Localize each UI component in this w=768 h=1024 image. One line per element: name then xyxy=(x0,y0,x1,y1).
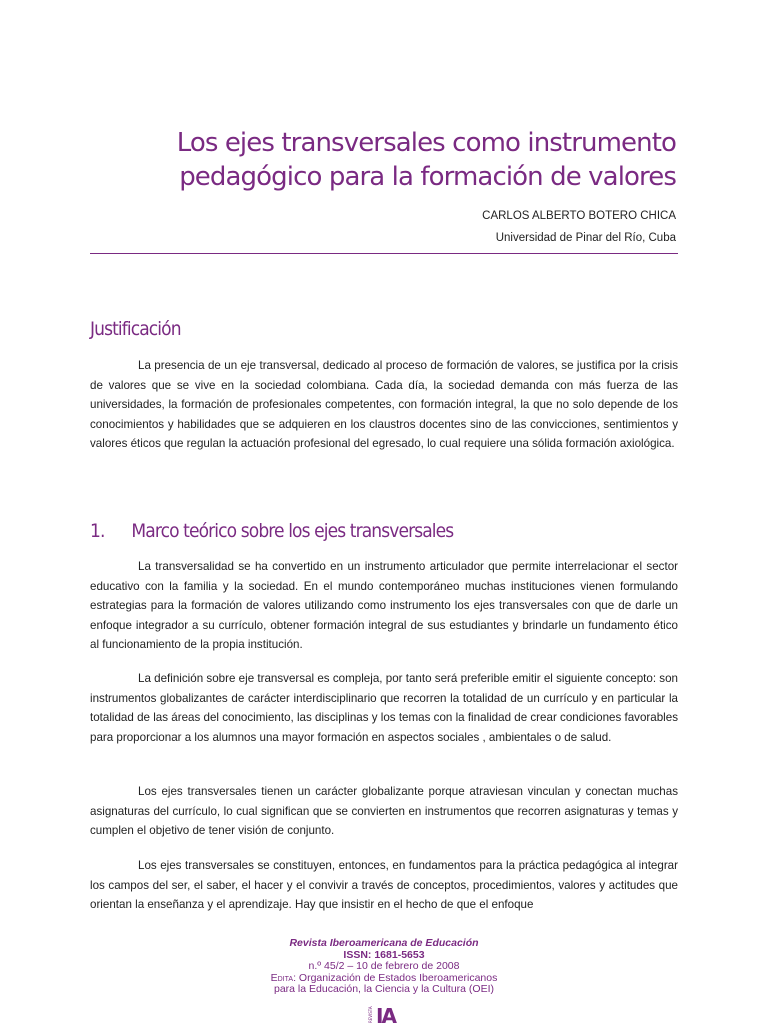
logo-side-text: REVISTA xyxy=(368,1006,373,1023)
article-title xyxy=(116,126,676,194)
author-block xyxy=(276,205,676,249)
paragraph-marco-3: Los ejes transversales tienen un carácter globalizante porque atraviesan vinculan y conectan muchas asignaturas del currículo, lo cual significan que se convierten en instrumentos que recorren asignaturas y temas y cumplen el objetivo de tener visión de conjunto. xyxy=(90,785,678,838)
article-title-line-1: Los ejes transversales como instrumento xyxy=(176,128,676,159)
footer-issn: ISSN: 1681-5653 xyxy=(343,948,425,961)
paragraph-justificacion: La presencia de un eje transversal, dedicado al proceso de formación de valores, se justifica por la crisis de valores que se vive en la sociedad colombiana. Cada día, la sociedad demanda con más fuerza de las universidades, la formación de profesionales competentes, con formación integral, la que no solo depende de los conocimientos y habilidades que se adquieren en los claustros docentes sino de las convicciones, sentimientos y valores éticos que regulan la actuación profesional del egresado, lo cual requiere una sólida formación axiológica. xyxy=(90,359,678,451)
logo-text: IA xyxy=(376,1004,395,1024)
section-heading-justificacion xyxy=(90,316,181,342)
footer-publisher-line-2: para la Educación, la Ciencia y la Cultura (OEI) xyxy=(273,983,495,995)
section-heading-marco-teorico xyxy=(90,518,453,544)
author-name: CARLOS ALBERTO BOTERO CHICA xyxy=(482,210,676,222)
paragraph-marco-4: Los ejes transversales se constituyen, entonces, en fundamentos para la práctica pedagógica al integrar los campos del ser, el saber, el hacer y el convivir a través de conceptos, procedimientos, valores y actitudes que orientan la enseñanza y el aprendizaje. Hay que insistir en el hecho de que el enfoque xyxy=(90,859,678,912)
article-title-line-2: pedagógico para la formación de valores xyxy=(179,162,676,193)
footer-edita-label: Edita xyxy=(270,971,294,984)
section-heading-marco-text: Marco teórico sobre los ejes transversales xyxy=(131,520,454,542)
footer-journal-name: Revista Iberoamericana de Educación xyxy=(289,937,479,949)
footer-publisher-name: Organización de Estados Iberoamericanos xyxy=(298,971,498,984)
paragraph-marco-2: La definición sobre eje transversal es compleja, por tanto será preferible emitir el siguiente concepto: son instrumentos globalizantes de carácter interdisciplinario que recorren la totalidad de un currículo y en particular la totalidad de las áreas del conocimiento, las disciplinas y los temas con la finalidad de crear condiciones favorables para proporcionar a los alumnos una mayor formación en aspectos sociales , ambientales o de salud. xyxy=(90,672,678,744)
footer-issue: n.º 45/2 – 10 de febrero de 2008 xyxy=(308,960,460,972)
section-number: 1. xyxy=(90,520,105,542)
paragraph-marco-1: La transversalidad se ha convertido en un instrumento articulador que permite interrelacionar el sector educativo con la familia y la sociedad. En el mundo contemporáneo muchas instituciones vienen formulando estrategias para la formación de valores utilizando como instrumento los ejes transversales con que de darle un enfoque integrador a su currículo, obtener formación integral de sus estudiantes y brindarle un fundamento ético al funcionamiento de la propia institución. xyxy=(90,560,678,652)
title-divider xyxy=(90,253,678,254)
author-affiliation: Universidad de Pinar del Río, Cuba xyxy=(495,232,676,244)
footer-publisher-line-1: Edita: Organización de Estados Iberoamericanos xyxy=(270,971,498,984)
journal-logo xyxy=(368,1004,402,1024)
section-heading-justificacion-text: Justificación xyxy=(90,318,181,340)
page-footer xyxy=(0,938,768,996)
